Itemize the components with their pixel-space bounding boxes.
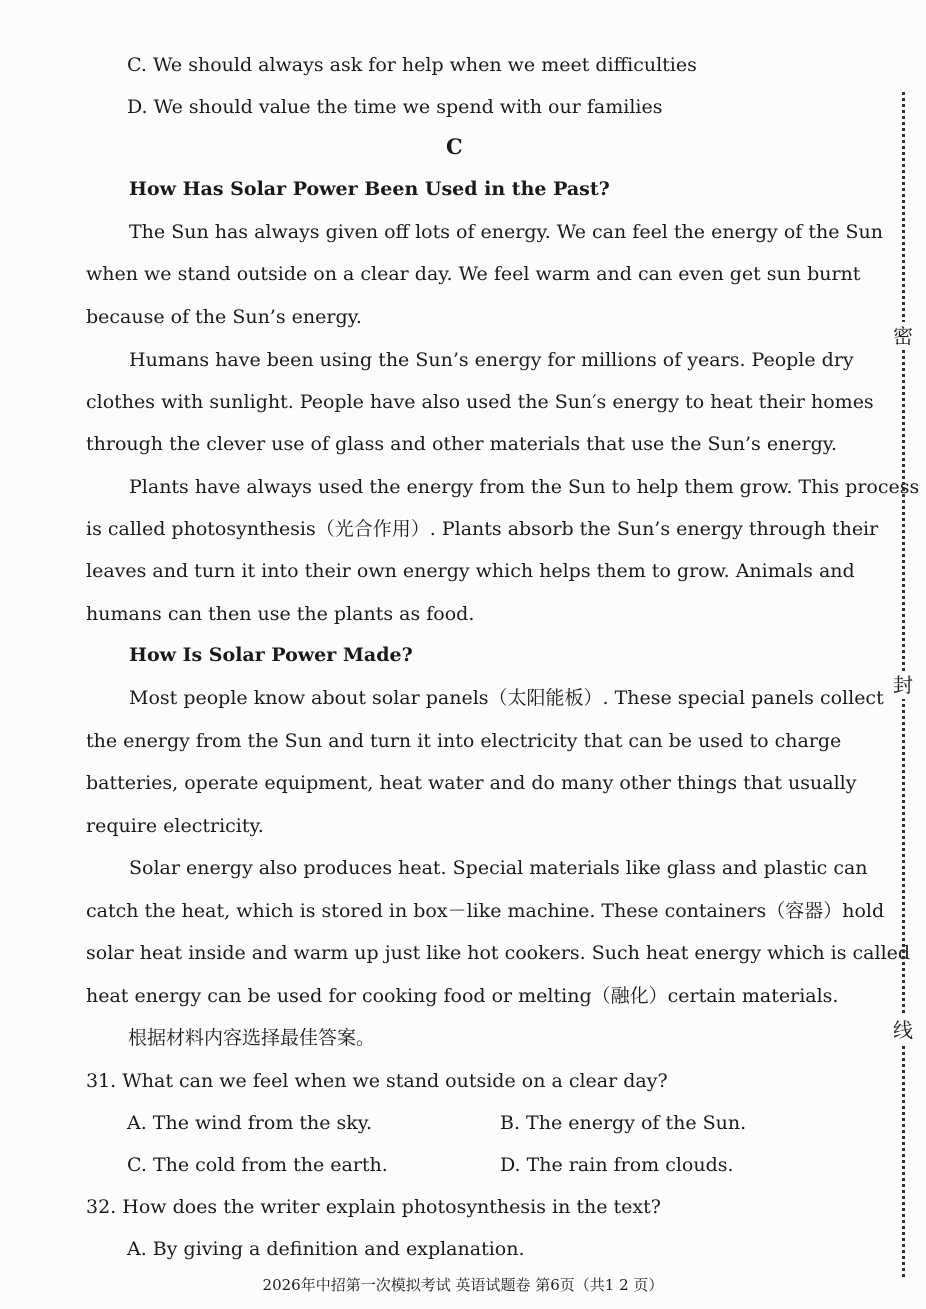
q31-option-a: A. The wind from the sky.	[127, 1112, 373, 1134]
p3-line-3: leaves and turn it into their own energy which helps them to grow. Animals and	[86, 560, 855, 582]
q31-option-d: D. The rain from clouds.	[500, 1154, 734, 1176]
q31-stem: 31. What can we feel when we stand outside on a clear day?	[86, 1070, 668, 1092]
p5-line-4: heat energy can be used for cooking food or melting（融化）certain materials.	[86, 985, 839, 1007]
option-d-prev: D. We should value the time we spend with our families	[127, 96, 663, 118]
p4-line-2: the energy from the Sun and turn it into electricity that can be used to charge	[86, 730, 842, 752]
p3-line-2: is called photosynthesis（光合作用）. Plants absorb the Sun’s energy through their	[86, 518, 879, 540]
q32-option-a: A. By giving a definition and explanation.	[127, 1238, 525, 1260]
p4-line-1: Most people know about solar panels（太阳能板）. These special panels collect	[129, 687, 884, 709]
p1-line-3: because of the Sun’s energy.	[86, 306, 362, 328]
binding-char-mi: 密	[889, 322, 917, 350]
q32-stem: 32. How does the writer explain photosynthesis in the text?	[86, 1196, 661, 1218]
instruction: 根据材料内容选择最佳答案。	[128, 1027, 376, 1049]
page-footer: 2026年中招第一次模拟考试 英语试题卷 第6页（共1 2 页）	[262, 1276, 664, 1294]
p5-line-2: catch the heat, which is stored in box－like machine. These containers（容器）hold	[86, 900, 885, 922]
p2-line-1: Humans have been using the Sun’s energy for millions of years. People dry	[129, 349, 854, 371]
p5-line-3: solar heat inside and warm up just like hot cookers. Such heat energy which is called	[86, 942, 911, 964]
q31-option-b: B. The energy of the Sun.	[500, 1112, 747, 1134]
p4-line-4: require electricity.	[86, 815, 264, 837]
heading-past: How Has Solar Power Been Used in the Past?	[129, 178, 610, 200]
p4-line-3: batteries, operate equipment, heat water and do many other things that usually	[86, 772, 857, 794]
p1-line-1: The Sun has always given off lots of energy. We can feel the energy of the Sun	[129, 221, 883, 243]
p2-line-2: clothes with sunlight. People have also used the Sun′s energy to heat their homes	[86, 391, 874, 413]
section-letter: C	[446, 134, 463, 159]
binding-char-feng: 封	[889, 671, 917, 699]
q31-option-c: C. The cold from the earth.	[127, 1154, 388, 1176]
p3-line-4: humans can then use the plants as food.	[86, 603, 475, 625]
p3-line-1: Plants have always used the energy from the Sun to help them grow. This process	[129, 476, 920, 498]
heading-made: How Is Solar Power Made?	[129, 644, 413, 666]
option-c-prev: C. We should always ask for help when we meet difficulties	[127, 54, 697, 76]
p1-line-2: when we stand outside on a clear day. We feel warm and can even get sun burnt	[86, 263, 861, 285]
binding-char-xian: 线	[889, 1016, 917, 1044]
p2-line-3: through the clever use of glass and other materials that use the Sun’s energy.	[86, 433, 838, 455]
p5-line-1: Solar energy also produces heat. Special materials like glass and plastic can	[129, 857, 868, 879]
